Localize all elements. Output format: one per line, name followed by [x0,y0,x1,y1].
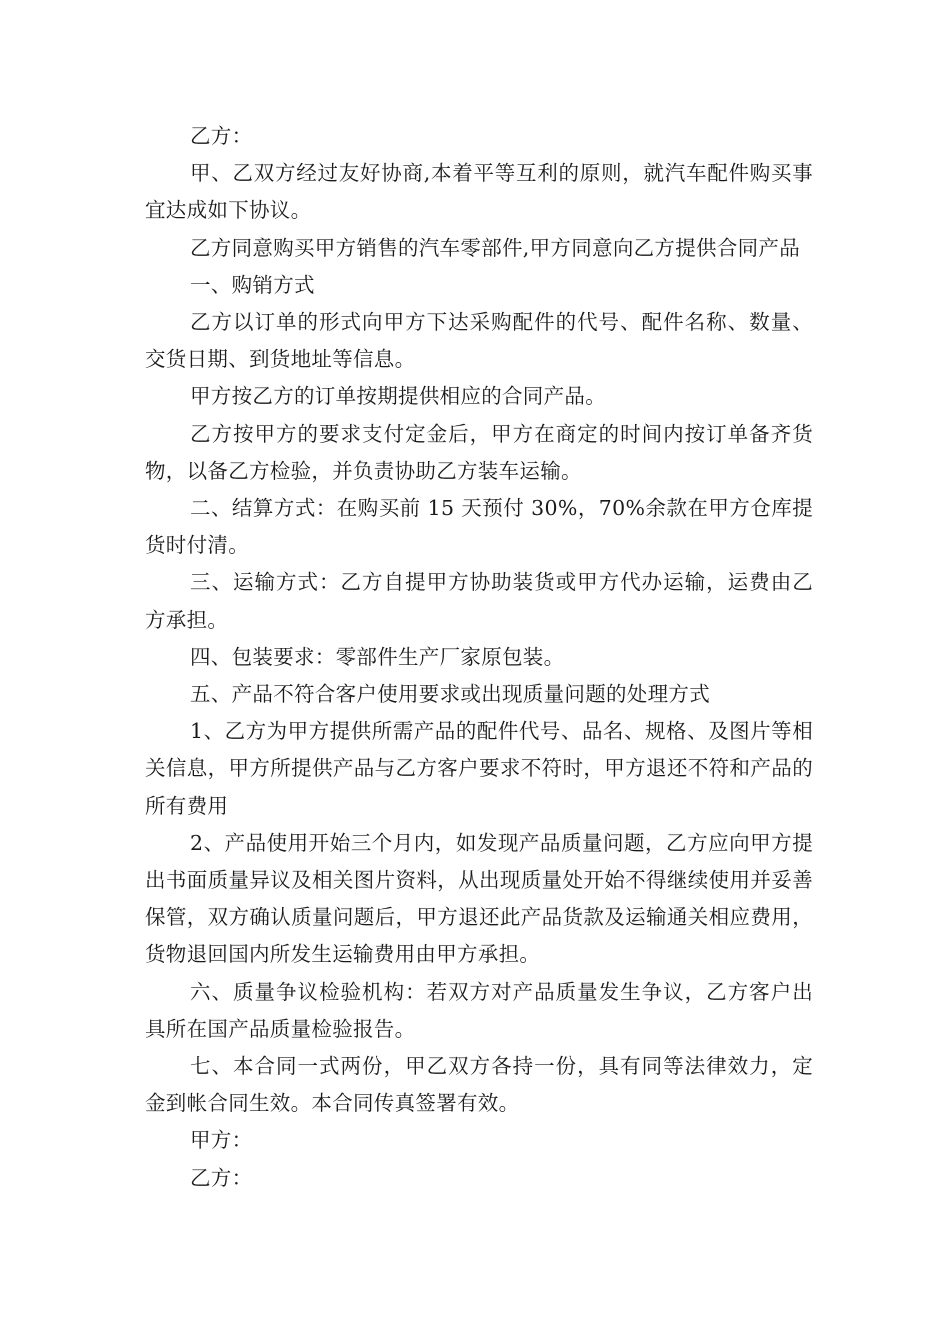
section-3-transport: 三、运输方式：乙方自提甲方协助装货或甲方代办运输，运费由乙方承担。 [145,570,813,632]
section-2-settlement: 二、结算方式：在购买前 15 天预付 30%，70%余款在甲方仓库提货时付清。 [145,496,813,558]
section-5-heading: 五、产品不符合客户使用要求或出现质量问题的处理方式 [190,682,710,707]
preamble-paragraph: 甲、乙双方经过友好协商,本着平等互利的原则，就汽车配件购买事宜达成如下协议。 [145,161,813,223]
section-4-packaging: 四、包装要求：零部件生产厂家原包装。 [190,644,565,669]
section-1-deposit-paragraph: 乙方按甲方的要求支付定金后，甲方在商定的时间内按订单备齐货物，以备乙方检验，并负责协助乙方装车运输。 [145,421,813,483]
section-5-item-1: 1、乙方为甲方提供所需产品的配件代号、品名、规格、及图片等相关信息，甲方所提供产品与乙方客户要求不符时，甲方退还不符和产品的所有费用 [145,719,813,818]
section-1-heading: 一、购销方式 [190,272,315,297]
document-body [145,118,813,1197]
section-1-supply-paragraph: 甲方按乙方的订单按期提供相应的合同产品。 [190,384,606,409]
party-a-signature: 甲方： [190,1128,253,1153]
section-5-item-2: 2、产品使用开始三个月内，如发现产品质量问题，乙方应向甲方提出书面质量异议及相关图片资料，从出现质量处开始不得继续使用并妥善保管，双方确认质量问题后，甲方退还此产品货款及运输通关相应费用，货物退回国内所发生运输费用由甲方承担。 [145,830,813,967]
section-1-order-paragraph: 乙方以订单的形式向甲方下达采购配件的代号、配件名称、数量、交货日期、到货地址等信息。 [145,310,813,372]
party-b-header: 乙方： [190,124,253,148]
section-6-inspection: 六、质量争议检验机构：若双方对产品质量发生争议，乙方客户出具所在国产品质量检验报告。 [145,979,813,1041]
section-7-copies: 七、本合同一式两份，甲乙双方各持一份，具有同等法律效力，定金到帐合同生效。本合同传真签署有效。 [145,1054,813,1116]
purchase-agreement-paragraph: 乙方同意购买甲方销售的汽车零部件,甲方同意向乙方提供合同产品 [190,235,801,260]
party-b-signature: 乙方： [190,1165,253,1190]
